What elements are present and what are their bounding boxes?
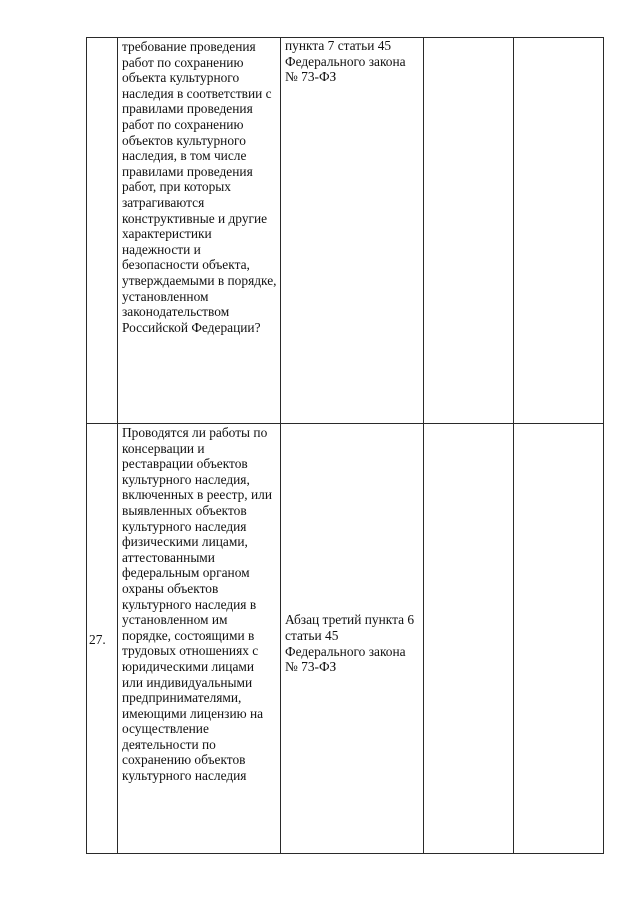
reference-text: пункта 7 статьи 45 Федерального закона № 73-ФЗ: [285, 38, 406, 85]
cell-value: [424, 38, 513, 39]
row-number: [87, 38, 117, 39]
empty-cell: [424, 424, 514, 854]
reference-cell: [281, 424, 424, 854]
question-text: Проводятся ли работы по консервации и реставрации объектов культурного наследия, включенных в реестр, или выявленных объектов культурного наследия физическими лицами, аттестованными федеральным органом охраны объектов культурного наследия в установленном им порядке, состоящими в трудовых отношениях с юридическими лицами или индивидуальными предпринимателями, имеющими лицензию на осуществление деятельности по сохранению объектов культурного наследия: [122, 425, 273, 784]
table-row: [87, 38, 604, 424]
row-number-cell: [87, 424, 118, 854]
row-number: 27.: [89, 631, 106, 647]
table-row: [87, 424, 604, 854]
empty-cell: [514, 38, 604, 424]
question-cell: [118, 38, 281, 424]
cell-value: [514, 424, 603, 425]
reference-cell: [281, 38, 424, 424]
question-cell: [118, 424, 281, 854]
cell-value: [424, 424, 513, 425]
checklist-table: [86, 37, 604, 854]
row-number-cell: [87, 38, 118, 424]
reference-text: Абзац третий пункта 6 статьи 45 Федерального закона № 73-ФЗ: [285, 612, 415, 675]
empty-cell: [514, 424, 604, 854]
cell-value: [514, 38, 603, 39]
question-text: требование проведения работ по сохранению объекта культурного наследия в соответствии с правилами проведения работ по сохранению объектов культурного наследия, в том числе правилами проведения работ, при которых затрагиваются конструктивные и другие характеристики надежности и безопасности объекта, утверждаемыми в порядке, установленном законодательством Российской Федерации?: [122, 39, 277, 335]
empty-cell: [424, 38, 514, 424]
